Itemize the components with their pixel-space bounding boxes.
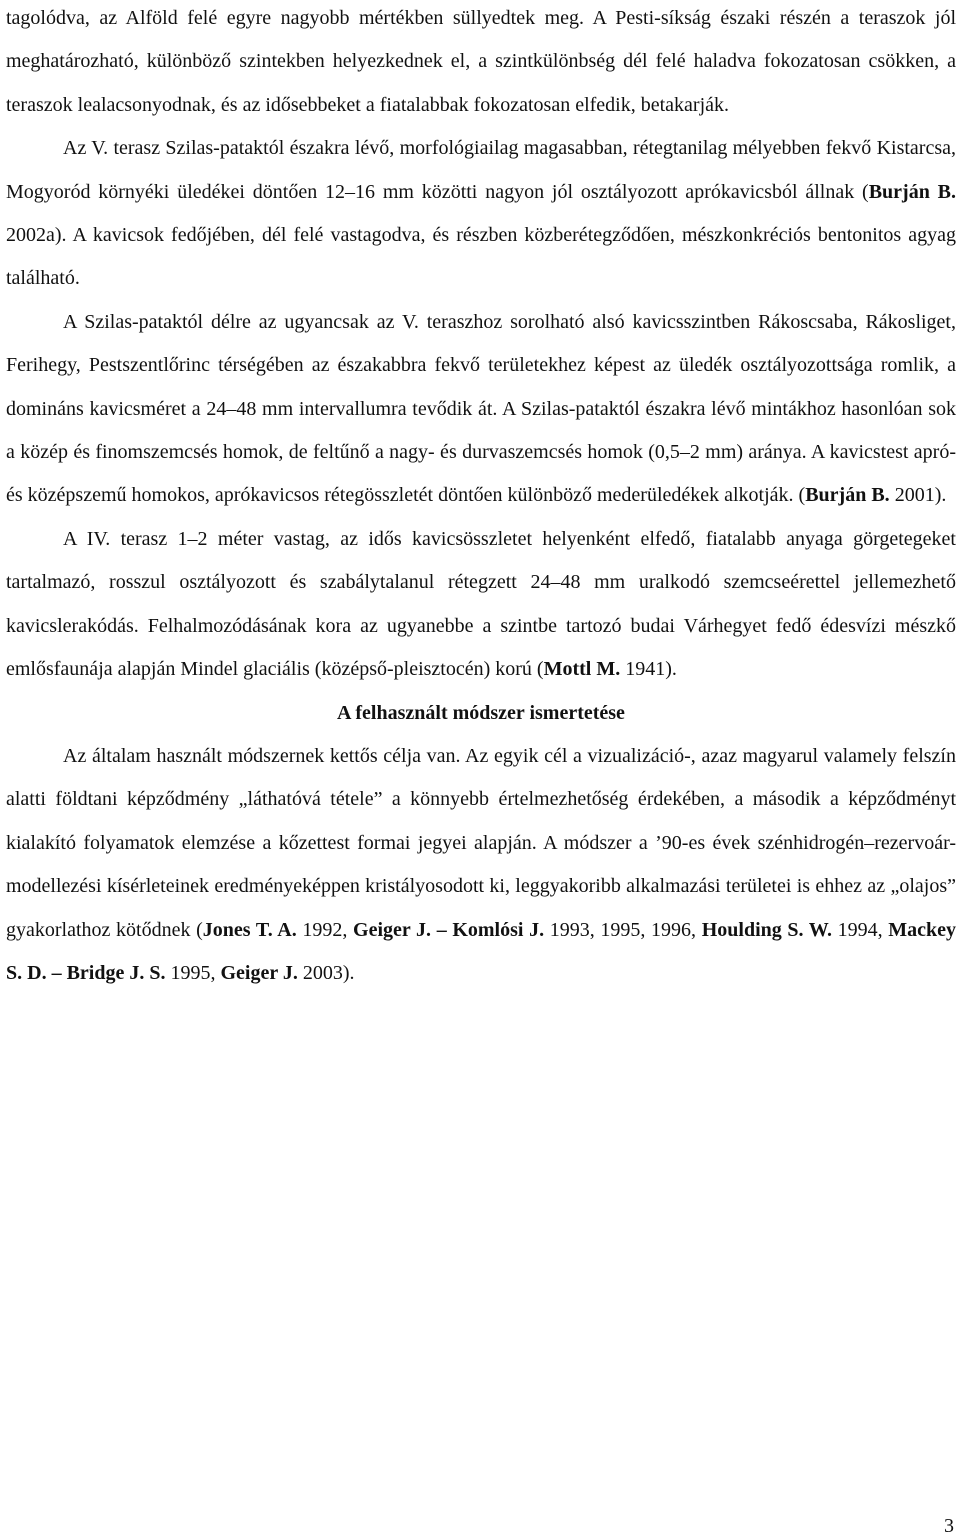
paragraph-text: 1941). bbox=[620, 658, 677, 681]
paragraph-text: 1992, bbox=[296, 918, 354, 941]
paragraph-text: 1993, 1995, 1996, bbox=[544, 918, 702, 941]
paragraph-text: 1995, bbox=[165, 961, 221, 984]
paragraph-method-description bbox=[6, 735, 956, 995]
citation-author: Mottl M. bbox=[543, 658, 621, 681]
citation-author: Jones T. A. bbox=[202, 918, 297, 941]
section-heading: A felhasznált módszer ismertetése bbox=[337, 701, 625, 724]
paragraph-text: 2001). bbox=[889, 484, 947, 507]
citation-author: Houlding S. W. bbox=[701, 918, 832, 941]
citation-author: Geiger J. bbox=[220, 961, 298, 984]
paragraph-text: Az általam használt módszernek kettős célja van. Az egyik cél a vizualizáció-, azaz magyarul valamely felszín alatti földtani képződmény „láthatóvá tétele” a könnyebb értelmezhetőség érdekében, a második a képződményt kialakító folyamatok elemzése a kőzettest formai jegyei alapján. A módszer a ’90-es évek szénhidrogén–rezervoár-modellezési kísérleteinek eredményeképpen kristályosodott ki, leggyakoribb alkalmazási területei is ehhez az „olajos” gyakorlathoz kötődnek ( bbox=[6, 744, 956, 941]
paragraph-terrace-iv bbox=[6, 518, 956, 692]
citation-author: Burján B. bbox=[868, 180, 956, 203]
paragraph-text: A IV. terasz 1–2 méter vastag, az idős kavicsösszletet helyenként elfedő, fiatalabb anyaga görgetegeket tartalmazó, rosszul osztályozott és szabálytalanul rétegzett 24–48 mm uralkodó szemcseérettel jellemezhető kavicslerakódás. Felhalmozódásának kora az ugyanebbe a szintbe tartozó budai Várhegyet fedő édesvízi mészkő emlősfaunája alapján Mindel glaciális (középső-pleisztocén) korú ( bbox=[6, 527, 956, 681]
citation-author: Mackey S. D. – Bridge J. S. bbox=[6, 918, 957, 984]
paragraph-text: A Szilas-pataktól délre az ugyancsak az V. teraszhoz sorolható alsó kavicsszintben Rákoscsaba, Rákosliget, Ferihegy, Pestszentlőrinc térségében az északabbra fekvő területekhez képest az üledék osztályozottsága romlik, a domináns kavicsméret a 24–48 mm intervallumra tevődik át. A Szilas-pataktól északra lévő mintákhoz hasonlóan sok a közép és finomszemcsés homok, de feltűnő a nagy- és durvaszemcsés homok (0,5–2 mm) aránya. A kavicstest apró- és középszemű homokos, aprókavicsos rétegösszletét döntően különböző mederüledékek alkotják. ( bbox=[6, 310, 956, 507]
paragraph-text: Az V. terasz Szilas-pataktól északra lévő, morfológiailag magasabban, rétegtanilag mélyebben fekvő Kistarcsa, Mogyoród környéki üledékei döntően 12–16 mm közötti nagyon jól osztályozott aprókavicsból állnak ( bbox=[6, 137, 956, 203]
paragraph-text: tagolódva, az Alföld felé egyre nagyobb mértékben süllyedtek meg. A Pesti-síkság északi részén a teraszok jól meghatározható, különböző szintekben helyezkednek el, a szintkülönbség dél felé haladva fokozatosan csökken, a teraszok lealacsonyodnak, és az idősebbeket a fiatalabbak fokozatosan elfedik, betakarják. bbox=[6, 7, 956, 116]
citation-author: Geiger J. – Komlósi J. bbox=[353, 918, 545, 941]
paragraph-text: 1994, bbox=[831, 918, 889, 941]
page-number: 3 bbox=[944, 1515, 954, 1537]
paragraph-text: 2003). bbox=[297, 961, 355, 984]
paragraph-terrace-v-south bbox=[6, 301, 956, 518]
paragraph-text: 2002a). A kavicsok fedőjében, dél felé vastagodva, és részben közberétegződően, mészkonkréciós bentonitos agyag található. bbox=[6, 224, 956, 290]
citation-author: Burján B. bbox=[805, 484, 890, 507]
paragraph-terrace-intro bbox=[6, 0, 956, 127]
paragraph-terrace-v-north bbox=[6, 127, 956, 301]
document-page bbox=[6, 0, 956, 995]
